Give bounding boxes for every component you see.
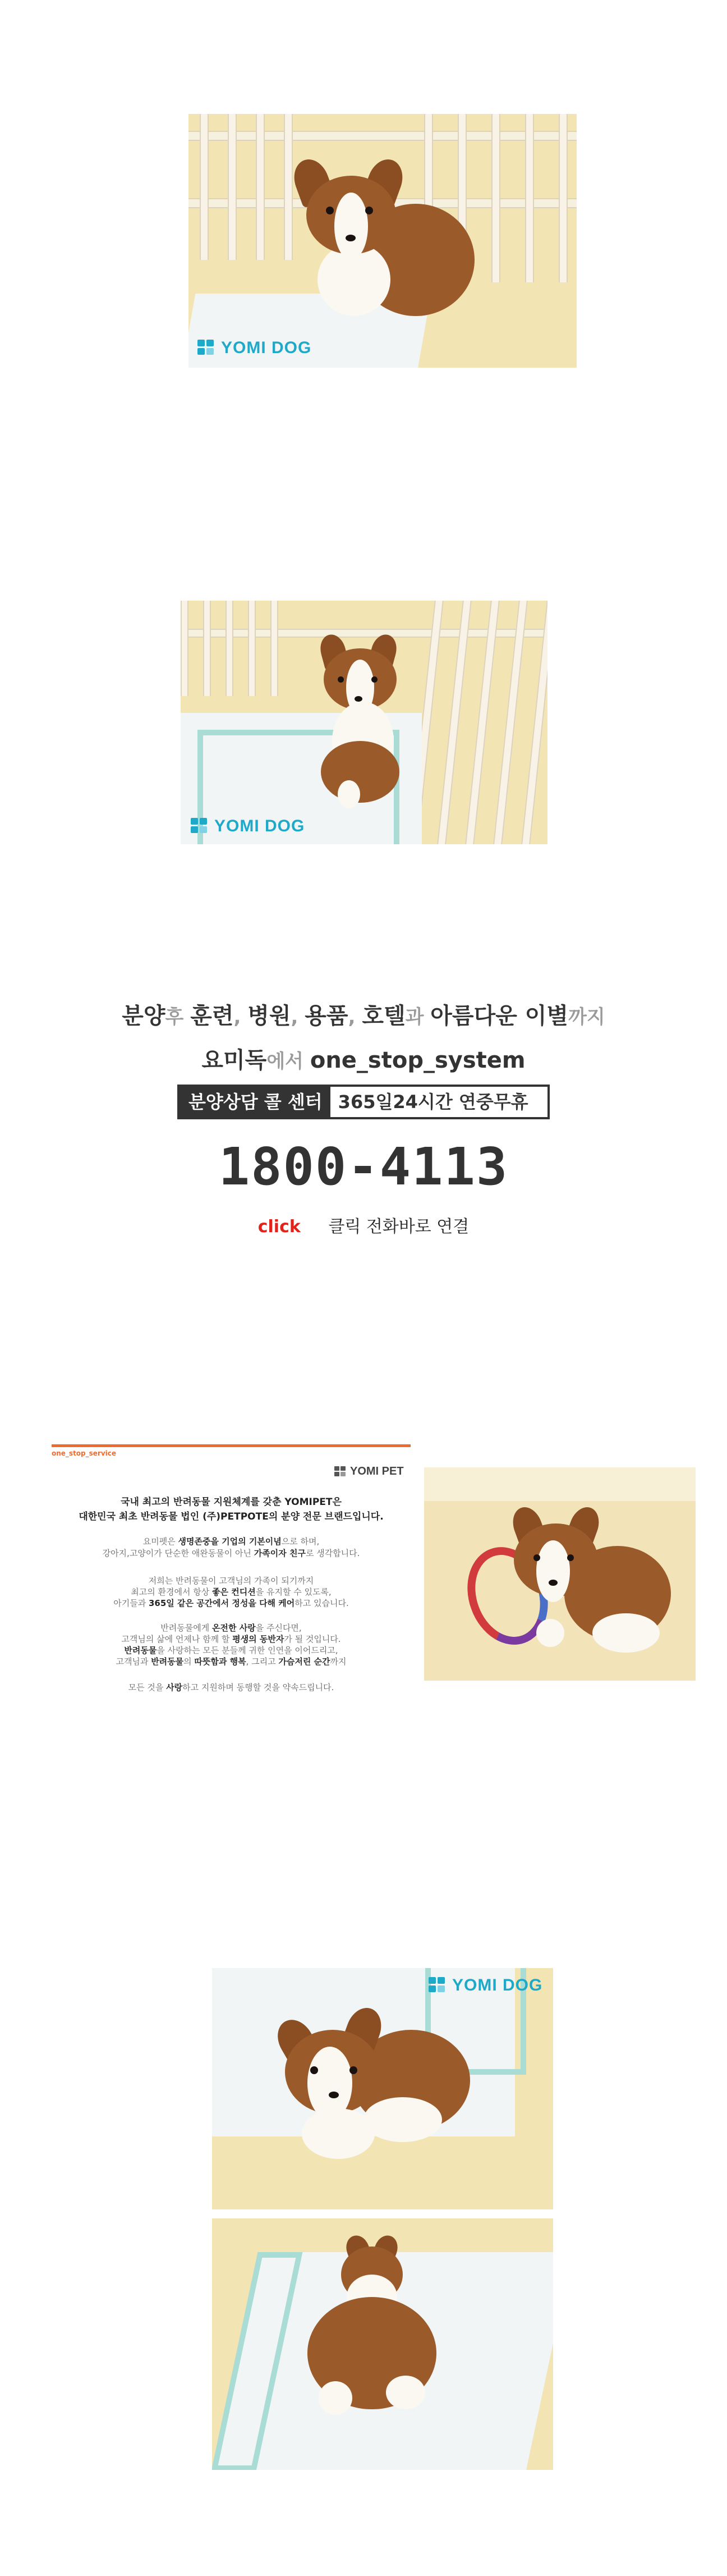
fence-bar <box>270 601 278 696</box>
subline-brand: 요미독 <box>201 1047 267 1073</box>
yomidog-logo <box>197 338 311 358</box>
text-run: 강아지,고양이가 단순한 애완동물이 아닌 <box>102 1548 254 1558</box>
text-run: 을 주신다면, <box>255 1623 302 1633</box>
fence-bar <box>228 114 237 260</box>
phone-number-link[interactable]: 1800-4113 <box>218 1137 509 1197</box>
puppy <box>279 2007 481 2176</box>
headline-comma: , <box>348 1006 362 1028</box>
yomipet-logo-icon <box>334 1466 347 1477</box>
puppy-photo-5 <box>212 2218 553 2470</box>
yomidog-logo-text: YOMI DOG <box>221 338 312 357</box>
service-title-2: 대한민국 최초 반려동물 법인 (주)PETPOTE의 분양 전문 브랜드입니다. <box>79 1511 384 1522</box>
text-emphasis: 가족이자 친구 <box>254 1548 306 1558</box>
text-run: 아기들과 <box>113 1598 149 1608</box>
fence-bar <box>226 601 233 696</box>
fence-bar <box>525 114 534 282</box>
subline-connector: 에서 <box>266 1050 310 1073</box>
text-emphasis: 온전한 사랑 <box>212 1623 256 1633</box>
service-divider <box>52 1444 411 1447</box>
services-headline <box>0 998 727 1030</box>
text-run: 요미펫은 <box>142 1536 178 1546</box>
yomidog-logo <box>191 817 305 836</box>
call-direct-label[interactable]: 클릭 전화바로 연결 <box>328 1217 470 1237</box>
service-paragraph <box>52 1682 411 1693</box>
service-paragraph <box>52 1548 411 1559</box>
text-emphasis: 365일 같은 공간에서 정성을 다해 케어 <box>148 1598 295 1608</box>
puppy <box>295 159 480 327</box>
text-run: 모든 것을 <box>128 1682 167 1692</box>
text-run: 까지 <box>330 1657 347 1667</box>
headline-training: 훈련 <box>190 1003 234 1029</box>
puppy-photo-3 <box>424 1467 696 1681</box>
headline-comma: , <box>291 1006 305 1028</box>
one-stop-line <box>0 1042 727 1074</box>
text-emphasis: 사랑 <box>166 1682 183 1692</box>
call-center-label: 분양상담 콜 센터 <box>188 1091 323 1113</box>
text-emphasis: 가슴저린 순간 <box>278 1657 330 1667</box>
yomipet-logo <box>334 1465 404 1478</box>
text-emphasis: 반려동물 <box>124 1645 157 1655</box>
headline-hospital: 병원 <box>247 1003 291 1029</box>
text-run: 고객님의 삶에 언제나 함께 할 <box>121 1634 233 1644</box>
service-paragraph <box>52 1645 411 1656</box>
yomidog-logo-icon <box>191 818 210 835</box>
fence-bar <box>200 114 209 260</box>
text-emphasis: 반려동물 <box>151 1657 184 1667</box>
text-emphasis: 따뜻함과 행복 <box>194 1657 246 1667</box>
yomipet-logo-text: YOMI PET <box>350 1465 404 1477</box>
text-run: 을 사랑하는 모든 분들께 귀한 인연을 이어드리고, <box>157 1645 338 1655</box>
text-run: 가 될 것입니다. <box>284 1634 341 1644</box>
fence-rail <box>188 131 577 141</box>
service-paragraph <box>52 1656 411 1667</box>
puppy <box>315 634 416 814</box>
puppy-photo-2 <box>181 601 547 844</box>
text-run: 의 <box>183 1657 195 1667</box>
fence-bar <box>248 601 256 696</box>
headline-connector: 후 <box>165 1006 191 1028</box>
click-to-call[interactable] <box>0 1212 727 1237</box>
service-paragraph <box>52 1634 411 1645</box>
fence-bar <box>491 114 500 282</box>
text-run: 최고의 환경에서 항상 <box>131 1587 213 1597</box>
puppy <box>508 1507 677 1664</box>
pee-pad <box>424 1467 696 1501</box>
text-emphasis: 평생의 동반자 <box>232 1634 284 1644</box>
fence-bar <box>181 601 188 696</box>
headline-comma: , <box>233 1006 248 1028</box>
text-run: 반려동물에게 <box>160 1623 213 1633</box>
puppy <box>296 2235 442 2421</box>
text-run: 하고 있습니다. <box>295 1598 349 1608</box>
puppy-photo-4 <box>212 1968 553 2209</box>
fence-bar <box>256 114 265 260</box>
text-run: , 그리고 <box>246 1657 279 1667</box>
service-label: one_stop_service <box>52 1449 117 1457</box>
service-paragraph <box>52 1598 411 1609</box>
text-run: 으로 하며, <box>281 1536 320 1546</box>
service-paragraph <box>52 1575 411 1586</box>
text-emphasis: 좋은 컨디션 <box>212 1587 256 1597</box>
service-paragraph <box>52 1622 411 1634</box>
yomidog-logo-icon <box>197 340 217 356</box>
click-label[interactable]: click <box>257 1217 301 1237</box>
fence-bar <box>203 601 211 696</box>
yomidog-logo-text: YOMI DOG <box>214 817 305 835</box>
service-title-1: 국내 최고의 반려동물 지원체계를 갖춘 YOMIPET은 <box>121 1497 342 1508</box>
text-run: 을 유지할 수 있도록, <box>255 1587 332 1597</box>
call-center-hours: 365일24시간 연중무휴 <box>330 1087 547 1117</box>
fence-bar <box>284 114 293 260</box>
fence-bar <box>559 114 568 282</box>
headline-supplies: 용품 <box>305 1003 348 1029</box>
text-emphasis: 생명존중을 기업의 기본이념 <box>178 1536 282 1546</box>
call-center-badge <box>177 1085 550 1119</box>
text-run: 하고 지원하며 동행할 것을 약속드립니다. <box>182 1682 334 1692</box>
headline-hotel: 호텔 <box>362 1003 406 1029</box>
service-paragraph <box>52 1586 411 1598</box>
headline-farewell: 아름다운 이별 <box>430 1003 569 1029</box>
yomidog-logo <box>429 1976 542 1995</box>
text-run: 고객님과 <box>116 1657 151 1667</box>
text-run: 저희는 반려동물이 고객님의 가족이 되기까지 <box>148 1576 314 1586</box>
yomidog-logo-icon <box>429 1977 448 1994</box>
headline-until: 까지 <box>568 1006 605 1028</box>
text-run: 로 생각합니다. <box>305 1548 360 1558</box>
puppy-photo-1 <box>188 114 577 368</box>
service-paragraph <box>52 1536 411 1547</box>
subline-system: one_stop_system <box>310 1047 526 1073</box>
yomidog-logo-text: YOMI DOG <box>452 1976 543 1994</box>
headline-adoption: 분양 <box>122 1003 165 1029</box>
headline-connector: 과 <box>405 1006 431 1028</box>
